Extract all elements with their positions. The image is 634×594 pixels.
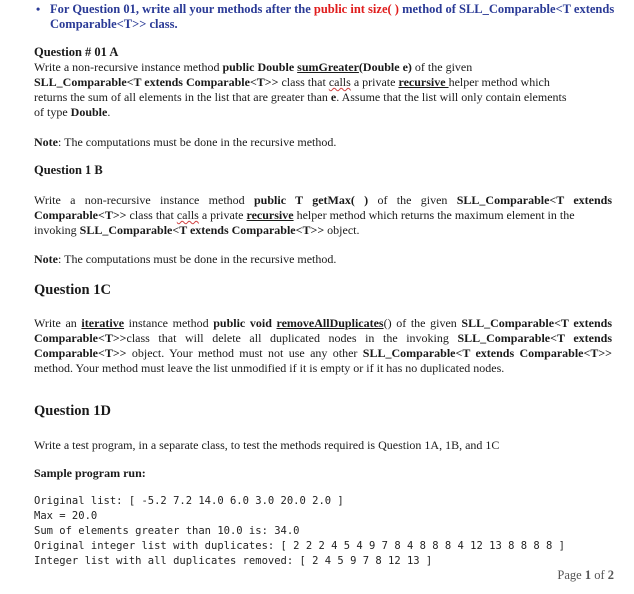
q1a-line-4: of type Double. bbox=[34, 105, 111, 119]
q1b-body bbox=[34, 193, 612, 238]
q1d-heading: Question 1D bbox=[34, 403, 111, 419]
q1a-line-1: Write a non-recursive instance method public Double sumGreater(Double e) of the given bbox=[34, 60, 473, 74]
intro-instruction bbox=[36, 2, 616, 32]
sample-run-label: Sample program run: bbox=[34, 466, 146, 480]
q1d-text: Write a test program, in a separate class, to test the methods required is Question 1A, 1B, and 1C bbox=[34, 438, 500, 452]
q1b-line-3: invoking SLL_Comparable<T extends Comparable<T>> object. bbox=[34, 223, 360, 237]
q1a-note: Note: The computations must be done in the recursive method. bbox=[34, 135, 337, 149]
q1a-heading: Question # 01 A bbox=[34, 45, 119, 59]
sample-output-line-2: Max = 20.0 bbox=[34, 510, 98, 522]
intro-text-part2: method of SLL_Comparable<T extends Comparable<T>> class. bbox=[50, 2, 615, 31]
intro-text-part1: For Question 01, write all your methods after the bbox=[50, 2, 314, 16]
q1a-line-2: SLL_Comparable<T extends Comparable<T>> class that calls a private recursive helper method which bbox=[34, 75, 550, 89]
page-number: Page 1 of 2 bbox=[557, 568, 614, 582]
q1a-body bbox=[34, 60, 612, 120]
sample-output-line-4: Original integer list with duplicates: [ 2 2 2 4 5 4 9 7 8 4 8 8 8 4 12 13 8 8 8 8 ] bbox=[34, 540, 566, 552]
q1b-note: Note: The computations must be done in the recursive method. bbox=[34, 252, 337, 266]
q1a-line-3: returns the sum of all elements in the list that are greater than e. Assume that the list will only contain elements bbox=[34, 90, 567, 104]
q1b-line-1: Write a non-recursive instance method public T getMax( ) of the given SLL_Comparable<T extends bbox=[34, 193, 612, 207]
sample-output-line-5: Integer list with all duplicates removed: [ 2 4 5 9 7 8 12 13 ] bbox=[34, 555, 433, 567]
sample-output-line-1: Original list: [ -5.2 7.2 14.0 6.0 3.0 20.0 2.0 ] bbox=[34, 495, 344, 507]
sample-output-line-3: Sum of elements greater than 10.0 is: 34.0 bbox=[34, 525, 300, 537]
q1b-line-2: Comparable<T>> class that calls a private recursive helper method which returns the maximum element in the bbox=[34, 208, 575, 222]
intro-highlight: public int size( ) bbox=[313, 2, 399, 16]
q1b-heading: Question 1 B bbox=[34, 163, 103, 177]
bullet-icon: • bbox=[36, 2, 41, 16]
q1c-body: Write an iterative instance method public void removeAllDuplicates() of the given SLL_Comparable<T extends Comparable<T>>class that will delete all duplicated nodes in the invoking SLL_Comparable<T extends Comparable<T>> object. Your method must not use any other SLL_Comparable<T extends Comparable<T>> method. Your method must leave the list unmodified if it is empty or if it has no duplicated nodes. bbox=[34, 316, 613, 375]
q1c-heading: Question 1C bbox=[34, 282, 111, 298]
